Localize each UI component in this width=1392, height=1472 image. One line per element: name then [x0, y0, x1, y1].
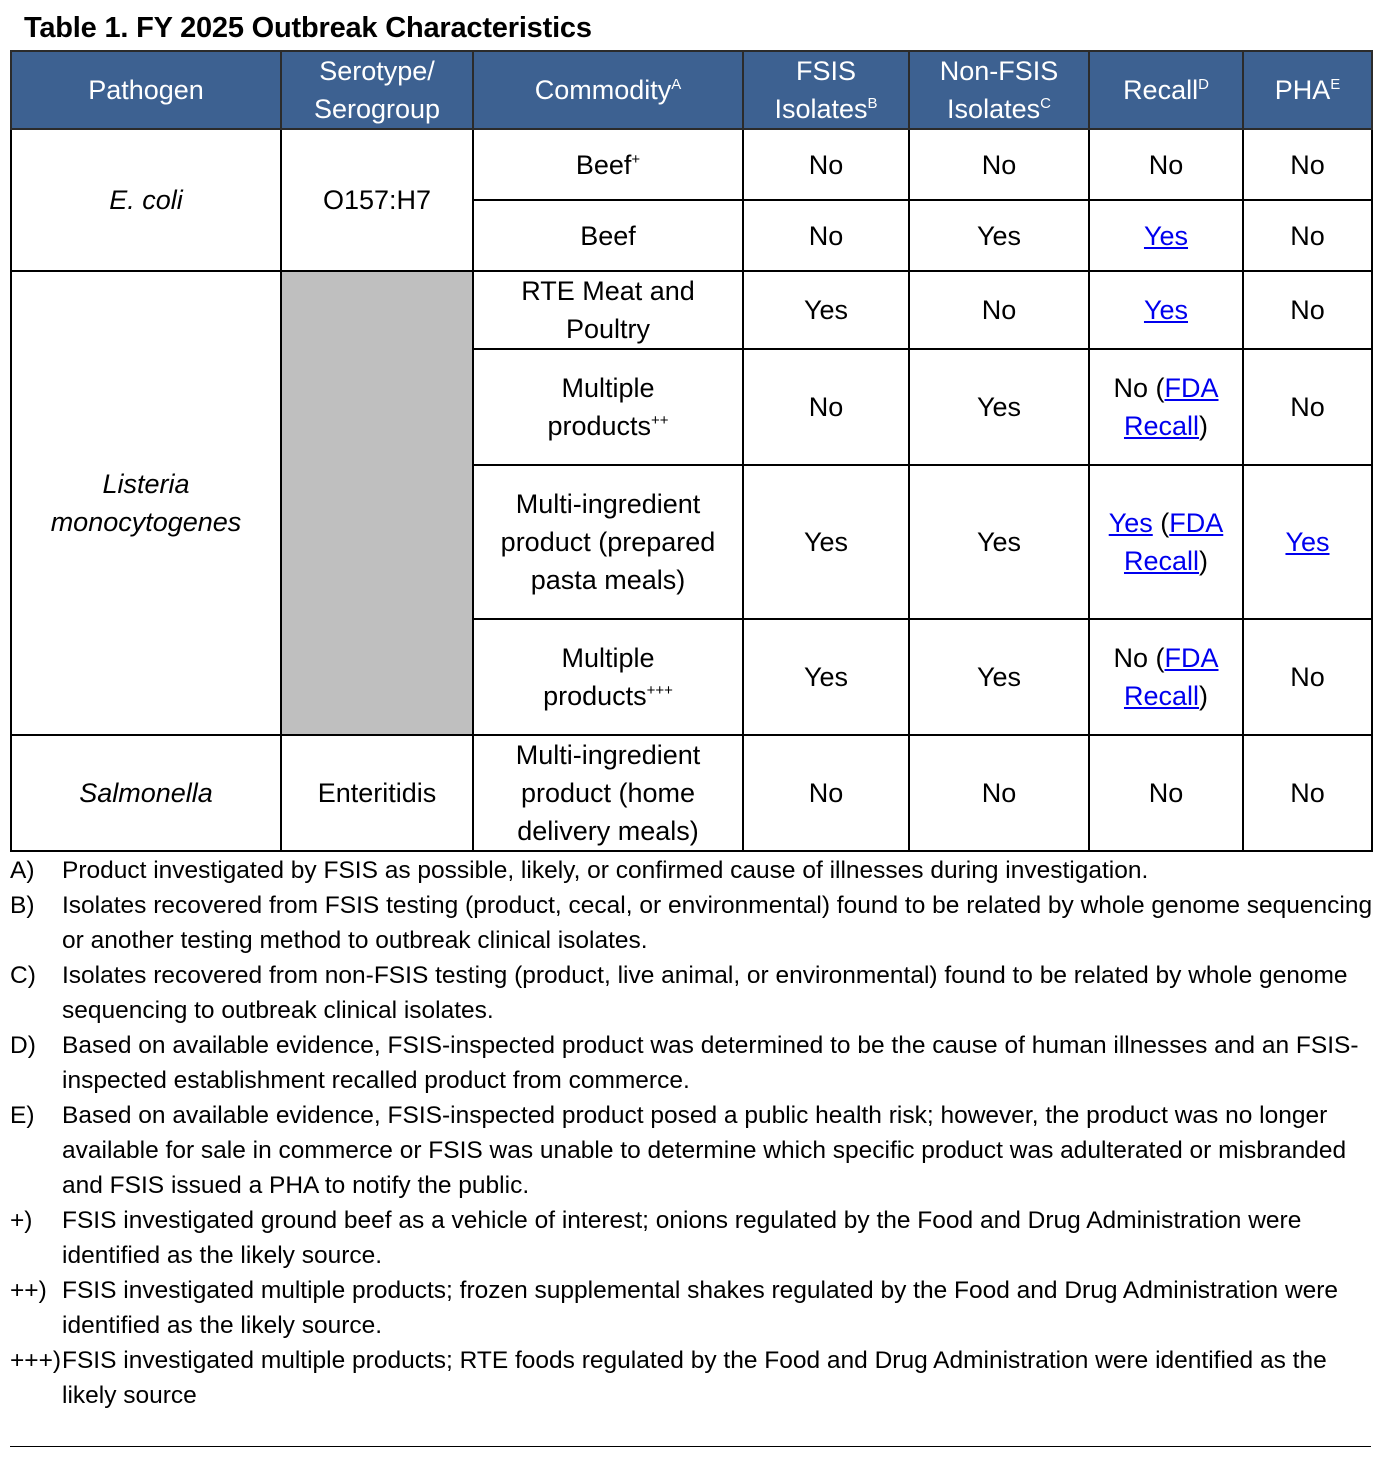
commodity-cell: Beef — [473, 200, 743, 271]
commodity-cell: RTE Meat and Poultry — [473, 271, 743, 349]
footnote: C) Isolates recovered from non-FSIS testing (product, live animal, or environmental) found to be related by whole genome sequencing to outbreak clinical isolates. — [10, 962, 1348, 1024]
footnote: ++) FSIS investigated multiple products; frozen supplemental shakes regulated by the Food and Drug Administration were identified as the likely source. — [10, 1277, 1339, 1339]
footnote: D) Based on available evidence, FSIS-inspected product was determined to be the cause of human illnesses and an FSIS-inspected establishment recalled product from commerce. — [10, 1032, 1359, 1094]
recall-cell — [1089, 271, 1243, 349]
header-pha: $PHA^E$ — [1243, 51, 1372, 129]
commodity-cell: Multi-ingredient product (prepared pasta meals) — [473, 465, 743, 619]
table-row — [11, 271, 1372, 349]
pha-cell: No — [1243, 200, 1372, 271]
pathogen-cell-listeria: Listeria monocytogenes — [11, 271, 281, 735]
pathogen-cell-salmonella: Salmonella — [11, 735, 281, 851]
nonfsis-isolates-cell: Yes — [909, 349, 1089, 465]
table-row — [11, 129, 1372, 200]
header-serotype: Serotype/ Serogroup — [281, 51, 473, 129]
pha-cell: No — [1243, 349, 1372, 465]
pathogen-cell-ecoli: E. coli — [11, 129, 281, 271]
header-commodity: Commodity$^A$ — [473, 51, 743, 129]
pha-cell: No — [1243, 619, 1372, 735]
header-row — [11, 51, 1372, 129]
serotype-cell-listeria — [281, 271, 473, 735]
footnote: A) Product investigated by FSIS as possible, likely, or confirmed cause of illnesses during investigation. — [10, 857, 1149, 884]
nonfsis-isolates-cell: No — [909, 735, 1089, 851]
commodity-cell: Beef+ — [473, 129, 743, 200]
fsis-isolates-cell: No — [743, 129, 909, 200]
commodity-cell: Multiple products+++ — [473, 619, 743, 735]
bottom-divider — [10, 1446, 1371, 1447]
footnote: B) Isolates recovered from FSIS testing (product, cecal, or environmental) found to be related by whole genome sequencing or another testing method to outbreak clinical isolates. — [10, 892, 1373, 954]
recall-cell — [1089, 200, 1243, 271]
fda-recall-link[interactable]: FDA Recall — [1123, 373, 1219, 441]
header-pathogen: Pathogen — [11, 51, 281, 129]
footnote: +) FSIS investigated ground beef as a vehicle of interest; onions regulated by the Food and Drug Administration were identified as the likely source. — [10, 1207, 1302, 1269]
fsis-isolates-cell: Yes — [743, 619, 909, 735]
recall-cell: No — [1089, 735, 1243, 851]
footnote: +++) FSIS investigated multiple products; RTE foods regulated by the Food and Drug Administration were identified as the likely source — [10, 1347, 1327, 1409]
recall-cell: No (FDA Recall) — [1089, 619, 1243, 735]
nonfsis-isolates-cell: Yes — [909, 200, 1089, 271]
serotype-cell-salmonella: Enteritidis — [281, 735, 473, 851]
header-nonfsis-isolates: Non-FSIS Isolates$^C$ — [909, 51, 1089, 129]
commodity-cell: Multiple products++ — [473, 349, 743, 465]
pha-link[interactable]: Yes — [1285, 527, 1330, 557]
pha-cell: No — [1243, 271, 1372, 349]
recall-link[interactable]: Yes — [1108, 508, 1153, 538]
fda-recall-link[interactable]: FDA Recall — [1123, 643, 1219, 711]
nonfsis-isolates-cell: No — [909, 271, 1089, 349]
fsis-isolates-cell: Yes — [743, 271, 909, 349]
recall-link[interactable]: Yes — [1143, 295, 1189, 325]
recall-cell: No — [1089, 129, 1243, 200]
outbreak-table — [10, 50, 1373, 852]
pha-cell: No — [1243, 735, 1372, 851]
fsis-isolates-cell: Yes — [743, 465, 909, 619]
header-fsis-isolates: FSIS Isolates$^B$ — [743, 51, 909, 129]
recall-cell: No (FDA Recall) — [1089, 349, 1243, 465]
recall-link[interactable]: Yes — [1143, 220, 1189, 251]
nonfsis-isolates-cell: Yes — [909, 465, 1089, 619]
fsis-isolates-cell: No — [743, 735, 909, 851]
pha-cell — [1243, 465, 1372, 619]
fsis-isolates-cell: No — [743, 349, 909, 465]
commodity-cell: Multi-ingredient product (home delivery meals) — [473, 735, 743, 851]
fsis-isolates-cell: No — [743, 200, 909, 271]
pha-cell: No — [1243, 129, 1372, 200]
fda-recall-link[interactable]: FDA Recall — [1123, 508, 1224, 576]
nonfsis-isolates-cell: No — [909, 129, 1089, 200]
recall-cell: Yes (FDA Recall) — [1089, 465, 1243, 619]
header-recall: Recall$^D$ — [1089, 51, 1243, 129]
nonfsis-isolates-cell: Yes — [909, 619, 1089, 735]
table-row — [11, 735, 1372, 851]
footnotes — [10, 853, 1380, 1413]
table-title: Table 1. FY 2025 Outbreak Characteristics — [24, 12, 592, 44]
serotype-cell-ecoli: O157:H7 — [281, 129, 473, 271]
footnote: E) Based on available evidence, FSIS-inspected product posed a public health risk; however, the product was no longer available for sale in commerce or FSIS was unable to determine which specific product was adulterated or misbranded and FSIS issued a PHA to notify the public. — [10, 1102, 1347, 1199]
